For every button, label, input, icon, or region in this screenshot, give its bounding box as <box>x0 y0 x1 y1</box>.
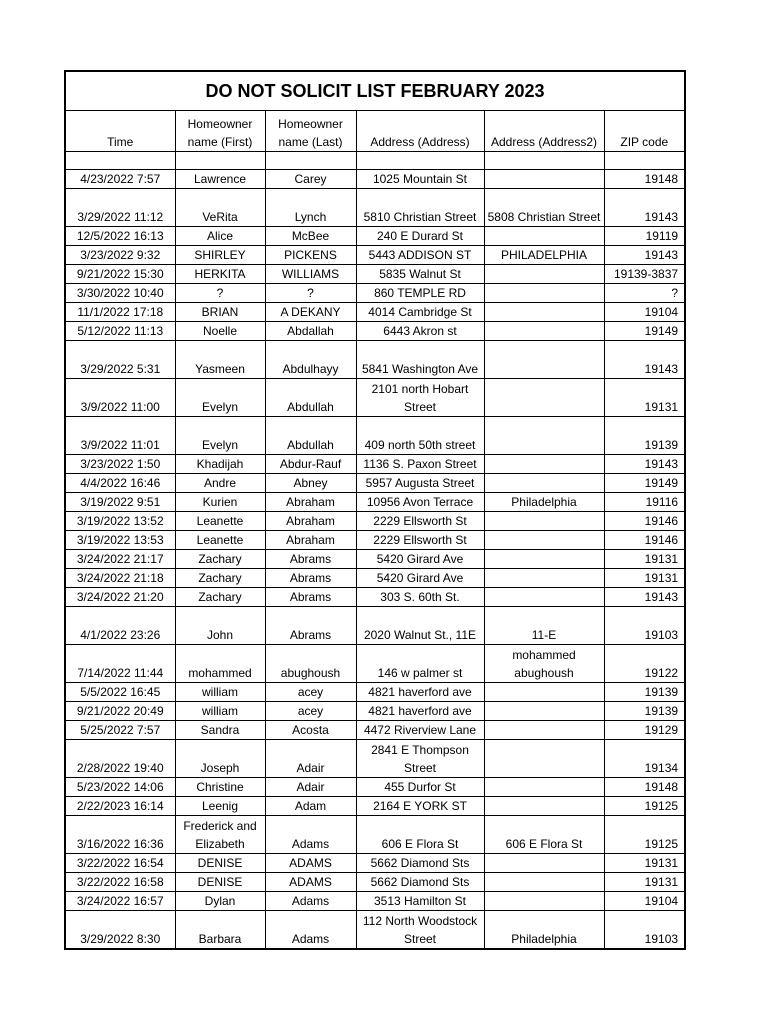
last-name-cell: Adair <box>265 778 356 797</box>
address-cell: 5810 Christian Street <box>356 189 484 227</box>
last-name-cell: Abdallah <box>265 322 356 341</box>
first-name-cell: Leanette <box>175 531 265 550</box>
zip-cell: 19131 <box>604 550 685 569</box>
address2-cell <box>484 892 604 911</box>
zip-cell: 19104 <box>604 892 685 911</box>
last-name-cell: acey <box>265 702 356 721</box>
first-name-cell: Lawrence <box>175 170 265 189</box>
time-cell: 3/22/2022 16:58 <box>65 873 175 892</box>
time-cell: 5/12/2022 11:13 <box>65 322 175 341</box>
table-row <box>65 892 685 911</box>
last-name-cell: ADAMS <box>265 873 356 892</box>
time-cell: 3/9/2022 11:00 <box>65 379 175 417</box>
address-cell: 1025 Mountain St <box>356 170 484 189</box>
zip-cell: 19131 <box>604 569 685 588</box>
zip-cell: 19148 <box>604 778 685 797</box>
last-name-cell: PICKENS <box>265 246 356 265</box>
blank-cell <box>65 152 175 170</box>
table-row <box>65 588 685 607</box>
zip-cell: 19139 <box>604 417 685 455</box>
last-name-cell: Abdullah <box>265 379 356 417</box>
first-name-cell: Leanette <box>175 512 265 531</box>
last-name-cell: Abrams <box>265 569 356 588</box>
address2-cell: Philadelphia <box>484 493 604 512</box>
time-cell: 4/23/2022 7:57 <box>65 170 175 189</box>
table-row <box>65 911 685 949</box>
last-name-cell: Abdulhayy <box>265 341 356 379</box>
zip-cell: 19119 <box>604 227 685 246</box>
time-cell: 3/16/2022 16:36 <box>65 816 175 854</box>
last-name-cell: Adam <box>265 797 356 816</box>
time-cell: 7/14/2022 11:44 <box>65 645 175 683</box>
table-row <box>65 740 685 778</box>
first-name-cell: Andre <box>175 474 265 493</box>
first-name-cell: Dylan <box>175 892 265 911</box>
address2-cell: 11-E <box>484 607 604 645</box>
time-cell: 3/29/2022 8:30 <box>65 911 175 949</box>
address-cell: 112 North Woodstock Street <box>356 911 484 949</box>
last-name-cell: ? <box>265 284 356 303</box>
first-name-cell: Sandra <box>175 721 265 740</box>
zip-cell: 19149 <box>604 474 685 493</box>
last-name-cell: Abney <box>265 474 356 493</box>
zip-cell: 19104 <box>604 303 685 322</box>
table-row <box>65 379 685 417</box>
last-name-cell: Acosta <box>265 721 356 740</box>
column-header-last-name: Homeowner name (Last) <box>265 111 356 152</box>
address2-cell: 5808 Christian Street <box>484 189 604 227</box>
table-row <box>65 778 685 797</box>
last-name-cell: Adams <box>265 911 356 949</box>
zip-cell: 19125 <box>604 797 685 816</box>
last-name-cell: Carey <box>265 170 356 189</box>
header-row <box>65 111 685 152</box>
first-name-cell: mohammed <box>175 645 265 683</box>
address2-cell <box>484 341 604 379</box>
address-cell: 4821 haverford ave <box>356 683 484 702</box>
time-cell: 9/21/2022 15:30 <box>65 265 175 284</box>
address-cell: 5443 ADDISON ST <box>356 246 484 265</box>
time-cell: 11/1/2022 17:18 <box>65 303 175 322</box>
zip-cell: 19122 <box>604 645 685 683</box>
time-cell: 2/22/2023 16:14 <box>65 797 175 816</box>
address-cell: 2841 E Thompson Street <box>356 740 484 778</box>
last-name-cell: Abraham <box>265 493 356 512</box>
table-row <box>65 721 685 740</box>
table-row <box>65 816 685 854</box>
zip-cell: ? <box>604 284 685 303</box>
column-header-first-name: Homeowner name (First) <box>175 111 265 152</box>
address2-cell <box>484 721 604 740</box>
zip-cell: 19146 <box>604 512 685 531</box>
time-cell: 5/23/2022 14:06 <box>65 778 175 797</box>
first-name-cell: Leenig <box>175 797 265 816</box>
last-name-cell: Lynch <box>265 189 356 227</box>
table-row <box>65 189 685 227</box>
first-name-cell: VeRita <box>175 189 265 227</box>
column-header-zip: ZIP code <box>604 111 685 152</box>
address2-cell <box>484 873 604 892</box>
last-name-cell: abughoush <box>265 645 356 683</box>
first-name-cell: Zachary <box>175 569 265 588</box>
address-cell: 6443 Akron st <box>356 322 484 341</box>
zip-cell: 19143 <box>604 341 685 379</box>
time-cell: 3/24/2022 16:57 <box>65 892 175 911</box>
blank-cell <box>484 152 604 170</box>
last-name-cell: Abrams <box>265 550 356 569</box>
zip-cell: 19131 <box>604 854 685 873</box>
first-name-cell: Barbara <box>175 911 265 949</box>
first-name-cell: ? <box>175 284 265 303</box>
address2-cell <box>484 284 604 303</box>
time-cell: 3/23/2022 1:50 <box>65 455 175 474</box>
time-cell: 3/24/2022 21:17 <box>65 550 175 569</box>
address-cell: 5841 Washington Ave <box>356 341 484 379</box>
last-name-cell: Adams <box>265 816 356 854</box>
zip-cell: 19134 <box>604 740 685 778</box>
column-header-time: Time <box>65 111 175 152</box>
zip-cell: 19131 <box>604 873 685 892</box>
last-name-cell: Abrams <box>265 607 356 645</box>
blank-row <box>65 152 685 170</box>
zip-cell: 19129 <box>604 721 685 740</box>
sheet-title: DO NOT SOLICIT LIST FEBRUARY 2023 <box>65 71 685 111</box>
address-cell: 5662 Diamond Sts <box>356 873 484 892</box>
first-name-cell: SHIRLEY <box>175 246 265 265</box>
address2-cell: Philadelphia <box>484 911 604 949</box>
address2-cell: 606 E Flora St <box>484 816 604 854</box>
address2-cell <box>484 322 604 341</box>
time-cell: 2/28/2022 19:40 <box>65 740 175 778</box>
time-cell: 3/24/2022 21:20 <box>65 588 175 607</box>
zip-cell: 19143 <box>604 189 685 227</box>
last-name-cell: Abrams <box>265 588 356 607</box>
address2-cell <box>484 778 604 797</box>
address-cell: 5835 Walnut St <box>356 265 484 284</box>
last-name-cell: WILLIAMS <box>265 265 356 284</box>
address-cell: 3513 Hamilton St <box>356 892 484 911</box>
table-row <box>65 512 685 531</box>
first-name-cell: william <box>175 702 265 721</box>
do-not-solicit-table <box>64 70 686 950</box>
address-cell: 455 Durfor St <box>356 778 484 797</box>
table-body <box>65 170 685 949</box>
address-cell: 2164 E YORK ST <box>356 797 484 816</box>
address2-cell <box>484 227 604 246</box>
last-name-cell: McBee <box>265 227 356 246</box>
last-name-cell: Adams <box>265 892 356 911</box>
first-name-cell: Zachary <box>175 588 265 607</box>
address2-cell <box>484 265 604 284</box>
table-row <box>65 474 685 493</box>
zip-cell: 19143 <box>604 246 685 265</box>
address-cell: 4472 Riverview Lane <box>356 721 484 740</box>
address-cell: 2020 Walnut St., 11E <box>356 607 484 645</box>
time-cell: 4/1/2022 23:26 <box>65 607 175 645</box>
time-cell: 3/29/2022 11:12 <box>65 189 175 227</box>
column-header-address2: Address (Address2) <box>484 111 604 152</box>
table-row <box>65 246 685 265</box>
address-cell: 10956 Avon Terrace <box>356 493 484 512</box>
table-row <box>65 493 685 512</box>
address2-cell: mohammed abughoush <box>484 645 604 683</box>
table-row <box>65 531 685 550</box>
zip-cell: 19149 <box>604 322 685 341</box>
address2-cell <box>484 588 604 607</box>
last-name-cell: ADAMS <box>265 854 356 873</box>
first-name-cell: Christine <box>175 778 265 797</box>
table-row <box>65 797 685 816</box>
blank-cell <box>175 152 265 170</box>
first-name-cell: Joseph <box>175 740 265 778</box>
table-row <box>65 683 685 702</box>
address-cell: 2229 Ellsworth St <box>356 531 484 550</box>
zip-cell: 19125 <box>604 816 685 854</box>
time-cell: 3/19/2022 13:52 <box>65 512 175 531</box>
table-row <box>65 455 685 474</box>
zip-cell: 19116 <box>604 493 685 512</box>
first-name-cell: Yasmeen <box>175 341 265 379</box>
first-name-cell: John <box>175 607 265 645</box>
first-name-cell: Khadijah <box>175 455 265 474</box>
table-row <box>65 284 685 303</box>
address2-cell <box>484 303 604 322</box>
address-cell: 860 TEMPLE RD <box>356 284 484 303</box>
address-cell: 303 S. 60th St. <box>356 588 484 607</box>
zip-cell: 19103 <box>604 911 685 949</box>
time-cell: 3/19/2022 13:53 <box>65 531 175 550</box>
table-row <box>65 417 685 455</box>
table-row <box>65 550 685 569</box>
address2-cell <box>484 702 604 721</box>
last-name-cell: Adair <box>265 740 356 778</box>
blank-cell <box>265 152 356 170</box>
address2-cell <box>484 170 604 189</box>
zip-cell: 19103 <box>604 607 685 645</box>
table-row <box>65 303 685 322</box>
first-name-cell: Evelyn <box>175 417 265 455</box>
address2-cell <box>484 417 604 455</box>
first-name-cell: DENISE <box>175 873 265 892</box>
address-cell: 2101 north Hobart Street <box>356 379 484 417</box>
table-row <box>65 607 685 645</box>
last-name-cell: Abraham <box>265 531 356 550</box>
time-cell: 3/30/2022 10:40 <box>65 284 175 303</box>
table-row <box>65 170 685 189</box>
zip-cell: 19143 <box>604 455 685 474</box>
address-cell: 240 E Durard St <box>356 227 484 246</box>
first-name-cell: DENISE <box>175 854 265 873</box>
address2-cell <box>484 740 604 778</box>
zip-cell: 19143 <box>604 588 685 607</box>
address2-cell <box>484 550 604 569</box>
first-name-cell: HERKITA <box>175 265 265 284</box>
table-row <box>65 645 685 683</box>
address2-cell <box>484 474 604 493</box>
time-cell: 12/5/2022 16:13 <box>65 227 175 246</box>
first-name-cell: Zachary <box>175 550 265 569</box>
time-cell: 3/29/2022 5:31 <box>65 341 175 379</box>
address-cell: 5420 Girard Ave <box>356 569 484 588</box>
zip-cell: 19139-3837 <box>604 265 685 284</box>
last-name-cell: Abdullah <box>265 417 356 455</box>
time-cell: 3/24/2022 21:18 <box>65 569 175 588</box>
address2-cell <box>484 797 604 816</box>
first-name-cell: Evelyn <box>175 379 265 417</box>
table-row <box>65 227 685 246</box>
address-cell: 4821 haverford ave <box>356 702 484 721</box>
table-row <box>65 569 685 588</box>
table-row <box>65 702 685 721</box>
address-cell: 5662 Diamond Sts <box>356 854 484 873</box>
first-name-cell: Alice <box>175 227 265 246</box>
address-cell: 606 E Flora St <box>356 816 484 854</box>
time-cell: 5/25/2022 7:57 <box>65 721 175 740</box>
blank-cell <box>356 152 484 170</box>
address2-cell <box>484 854 604 873</box>
address2-cell: PHILADELPHIA <box>484 246 604 265</box>
time-cell: 3/19/2022 9:51 <box>65 493 175 512</box>
time-cell: 3/23/2022 9:32 <box>65 246 175 265</box>
table-row <box>65 854 685 873</box>
time-cell: 9/21/2022 20:49 <box>65 702 175 721</box>
zip-cell: 19139 <box>604 702 685 721</box>
first-name-cell: Kurien <box>175 493 265 512</box>
time-cell: 4/4/2022 16:46 <box>65 474 175 493</box>
address-cell: 2229 Ellsworth St <box>356 512 484 531</box>
address2-cell <box>484 531 604 550</box>
zip-cell: 19148 <box>604 170 685 189</box>
time-cell: 3/22/2022 16:54 <box>65 854 175 873</box>
blank-cell <box>604 152 685 170</box>
address2-cell <box>484 455 604 474</box>
column-header-address: Address (Address) <box>356 111 484 152</box>
address2-cell <box>484 569 604 588</box>
address2-cell <box>484 512 604 531</box>
address2-cell <box>484 379 604 417</box>
table-row <box>65 265 685 284</box>
table-row <box>65 341 685 379</box>
address-cell: 409 north 50th street <box>356 417 484 455</box>
first-name-cell: Frederick and Elizabeth <box>175 816 265 854</box>
address-cell: 4014 Cambridge St <box>356 303 484 322</box>
zip-cell: 19131 <box>604 379 685 417</box>
first-name-cell: Noelle <box>175 322 265 341</box>
time-cell: 5/5/2022 16:45 <box>65 683 175 702</box>
zip-cell: 19146 <box>604 531 685 550</box>
address2-cell <box>484 683 604 702</box>
first-name-cell: BRIAN <box>175 303 265 322</box>
last-name-cell: acey <box>265 683 356 702</box>
time-cell: 3/9/2022 11:01 <box>65 417 175 455</box>
last-name-cell: A DEKANY <box>265 303 356 322</box>
table-row <box>65 873 685 892</box>
address-cell: 1136 S. Paxon Street <box>356 455 484 474</box>
address-cell: 146 w palmer st <box>356 645 484 683</box>
table-row <box>65 322 685 341</box>
address-cell: 5957 Augusta Street <box>356 474 484 493</box>
zip-cell: 19139 <box>604 683 685 702</box>
last-name-cell: Abraham <box>265 512 356 531</box>
address-cell: 5420 Girard Ave <box>356 550 484 569</box>
last-name-cell: Abdur-Rauf <box>265 455 356 474</box>
first-name-cell: william <box>175 683 265 702</box>
